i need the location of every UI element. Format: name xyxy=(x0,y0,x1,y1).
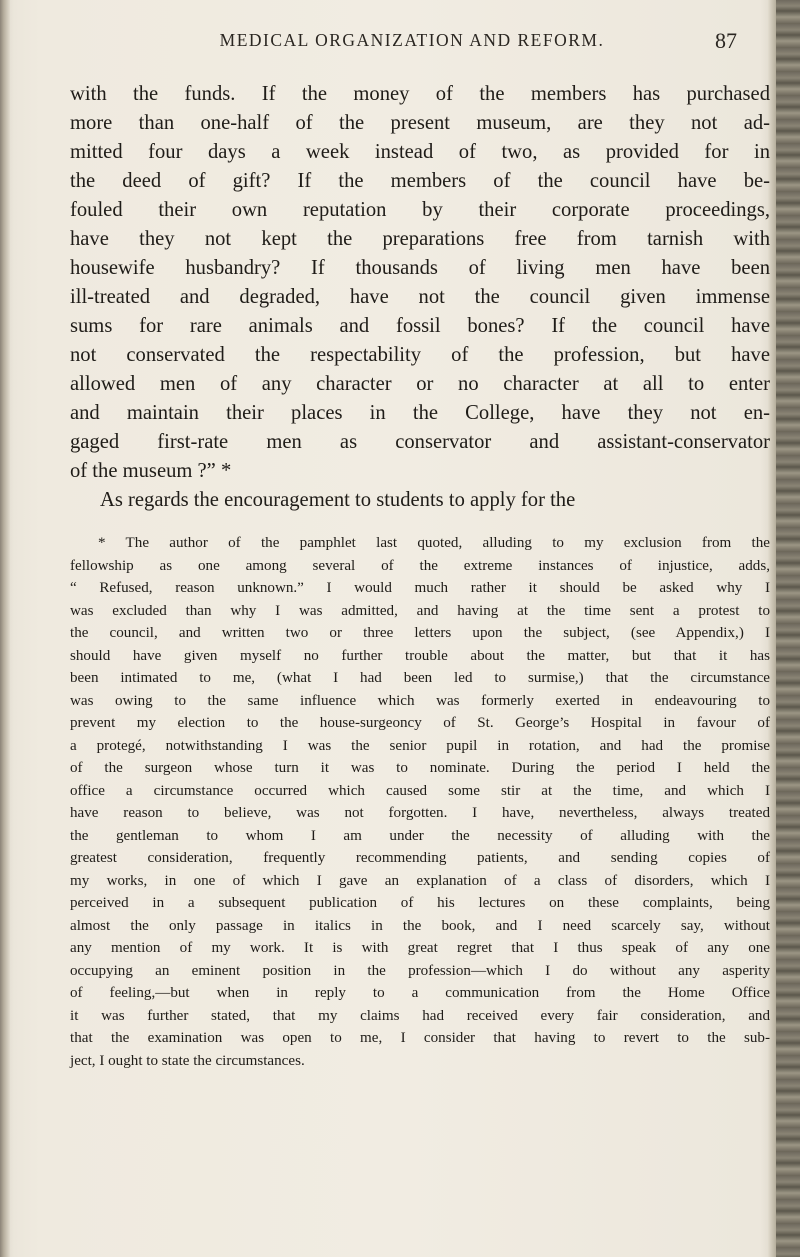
body-line: have they not kept the preparations free from tarnish with xyxy=(70,228,770,250)
body-line: and maintain their places in the College, have they not en- xyxy=(70,402,770,424)
footnote-line: the gentleman to whom I am under the necessity of alluding with the xyxy=(70,827,770,844)
footnote-line: the council, and written two or three letters upon the subject, (see Appendix,) I xyxy=(70,625,770,641)
body-line: with the funds. If the money of the members has purchased xyxy=(70,83,770,105)
footnote-line: was excluded than why I was admitted, and having at the time sent a protest to xyxy=(70,602,770,619)
body-line: gaged first-rate men as conservator and assistant-conservator xyxy=(70,431,770,453)
footnote-line: perceived in a subsequent publication of his lectures on these complaints, being xyxy=(70,895,770,911)
footnote-line: was owing to the same influence which was formerly exerted in endeavouring to xyxy=(70,692,770,709)
footnote-line: almost the only passage in italics in the book, and I need scarcely say, without xyxy=(70,917,770,934)
footnote-line: my works, in one of which I gave an explanation of a class of disorders, which I xyxy=(70,872,770,889)
footnote-line: ject, I ought to state the circumstances. xyxy=(70,1052,305,1069)
footnote-line: * The author of the pamphlet last quoted, alluding to my exclusion from the xyxy=(98,535,770,551)
body-text xyxy=(70,80,770,515)
body-line: of the museum ?” * xyxy=(70,460,232,482)
paragraph-start-line: As regards the encouragement to students to apply for the xyxy=(100,489,576,511)
body-line: ill-treated and degraded, have not the council given immense xyxy=(70,286,770,308)
footnote-line: fellowship as one among several of the extreme instances of injustice, adds, xyxy=(70,557,770,574)
body-line: allowed men of any character or no character at all to enter xyxy=(70,373,770,395)
footnote-line: prevent my election to the house-surgeoncy of St. George’s Hospital in favour of xyxy=(70,715,770,731)
footnote-line: of feeling,—but when in reply to a communication from the Home Office xyxy=(70,985,770,1001)
footnote-line: it was further stated, that my claims had received every fair consideration, and xyxy=(70,1007,770,1024)
footnote-line: been intimated to me, (what I had been led to surmise,) that the circumstance xyxy=(70,670,770,686)
footnote-line: office a circumstance occurred which caused some stir at the time, and which I xyxy=(70,782,770,799)
footnote-line: that the examination was open to me, I consider that having to revert to the sub- xyxy=(70,1030,770,1046)
footnote-line: “ Refused, reason unknown.” I would much rather it should be asked why I xyxy=(70,580,770,596)
running-title: MEDICAL ORGANIZATION AND REFORM. xyxy=(219,30,605,50)
footnote xyxy=(70,532,770,1072)
body-line: housewife husbandry? If thousands of living men have been xyxy=(70,257,770,279)
footnote-line: have reason to believe, was not forgotten. I have, nevertheless, always treated xyxy=(70,805,770,821)
body-line: fouled their own reputation by their corporate proceedings, xyxy=(70,199,770,221)
page-gutter-shadow xyxy=(0,0,10,1257)
body-line: mitted four days a week instead of two, as provided for in xyxy=(70,141,770,163)
footnote-line: of the surgeon whose turn it was to nominate. During the period I held the xyxy=(70,760,770,776)
body-line: the deed of gift? If the members of the council have be- xyxy=(70,170,770,192)
footnote-line: a protegé, notwithstanding I was the senior pupil in rotation, and had the promise xyxy=(70,737,770,754)
page-number: 87 xyxy=(715,28,737,53)
footnote-line: greatest consideration, frequently recommending patients, and sending copies of xyxy=(70,850,770,866)
footnote-line: should have given myself no further trouble about the matter, but that it has xyxy=(70,647,770,664)
footnote-line: occupying an eminent position in the profession—which I do without any asperity xyxy=(70,962,770,979)
running-head xyxy=(70,30,770,64)
book-fore-edge xyxy=(776,0,800,1257)
body-line: sums for rare animals and fossil bones? If the council have xyxy=(70,315,770,337)
body-line: more than one-half of the present museum, are they not ad- xyxy=(70,112,770,134)
footnote-line: any mention of my work. It is with great regret that I thus speak of any one xyxy=(70,940,770,956)
body-line: not conservated the respectability of the profession, but have xyxy=(70,344,770,366)
